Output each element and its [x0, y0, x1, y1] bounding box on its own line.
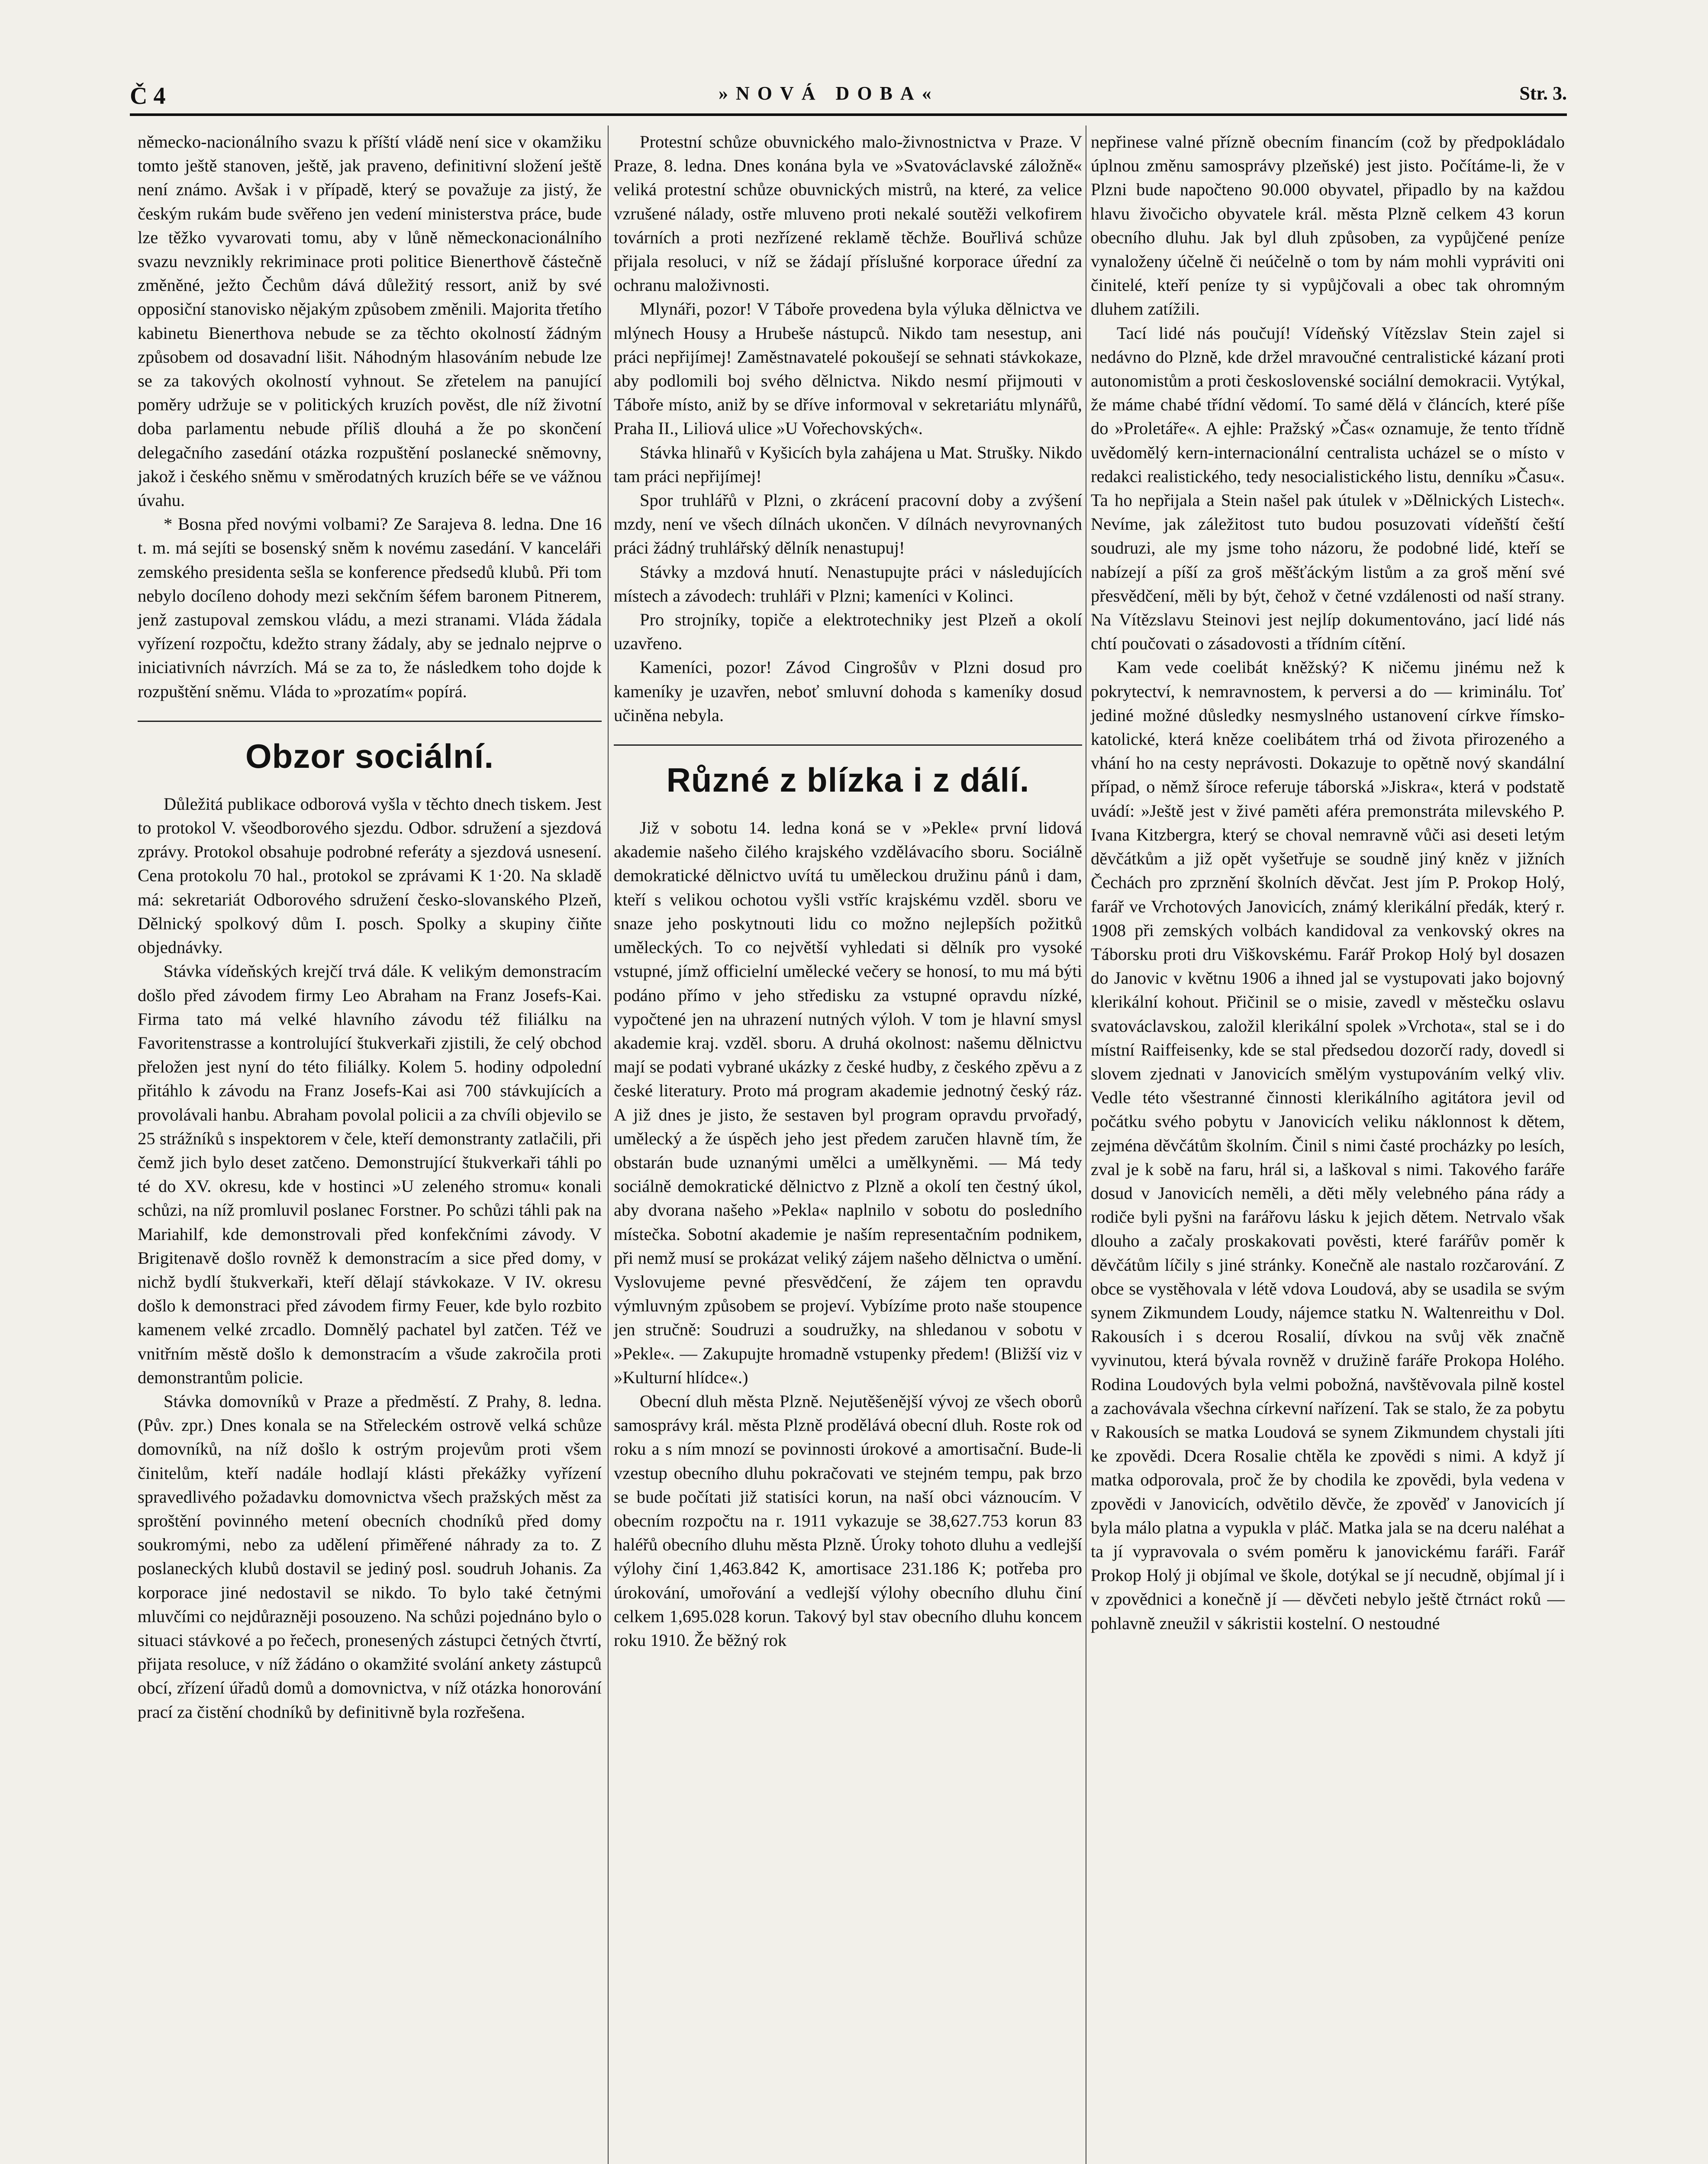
article-stavka-hlinaru-text: Stávka hlinařů v Kyšicích byla zahájena u Mat. Strušky. Nikdo tam práci nepřijímej!: [614, 442, 1082, 486]
page-header: [130, 82, 1567, 113]
column-2: [614, 130, 1082, 1652]
article-stavka-krejci-text: Stávka vídeňských krejčí trvá dále. K velikým demonstracím došlo před závodem firmy Leo Abraham na Franz Josefs-Kai. Firma tato má velké hlavního závodu též filiálku na Favoritenstrasse a kontrolující štukverkaři zjistili, že celý obchod přeložen jest nyní do této filiálky. Kolem 5. hodiny odpolední přitáhlo k závodu na Franz Josefs-Kai asi 700 stávkujících a provolávali hanbu. Abraham povolal policii a za chvíli objevilo se 25 strážníků s inspektorem v čele, kteří demonstranty zatlačili, při čemž jich bylo deset zatčeno. Demonstrující štukverkaři táhli po té do XV. okresu, kde v hostinci »U zeleného stromu« konali schůzi, na níž promluvil poslanec Forstner. Po schůzi táhli pak na Mariahilf, kde demonstrovali před konfekčními závody. V Brigitenavě došlo rovněž k demonstracím a sice před domy, v nichž bydlí štukverkaři, kteří dělají stávkokaze. V IV. okresu došlo k demonstraci před závodem firmy Feuer, kde bylo rozbito kamenem velké zrcadlo. Domnělý pachatel byl zatčen. Též ve vnitřním městě došlo k demonstracím a všude zakročila proti demonstrantům policie.: [138, 961, 602, 1387]
article-bosna-text: * Bosna před novými volbami? Ze Sarajeva 8. ledna. Dne 16 t. m. má sejíti se bosenský sněm k novému zasedání. V kanceláři zemského presidenta sešla se konference předsedů klubů. Při tom nebylo docíleno dohody mezi sekčním šéfem baronem Pitnerem, jenž zastupoval zemskou vládu, a mezi stranami. Vláda žádala vyřízení rozpočtu, kdežto strany žádaly, aby se jednalo nejprve o iniciativních návrzích. Má se za to, že následkem toho dojde k rozpuštění sněmu. Vláda to »prozatím« popírá.: [138, 514, 602, 701]
article-stavka-domovniku-text: Stávka domovníků v Praze a předměstí. Z Prahy, 8. ledna. (Pův. zpr.) Dnes konala se na Střeleckém ostrově velká schůze domovníků, na níž došlo k ostrým projevům proti všem činitelům, kteří nadále hodlají klásti překážky vyřízení spravedlivého požadavku domovnictva všech pražských měst za sproštění povinného metení obecních chodníků před domy soukromými, nebo za udělení přiměřené náhrady za to. Z poslaneckých klubů dostavil se jediný posl. soudruh Johanis. Za korporace jiné nedostavil se nikdo. To bylo také četnými mluvčími co nejdůrazněji posouzeno. Na schůzi pojednáno bylo o situaci stávkové a po řečech, pronesených zástupci četných čtvrtí, přijata resoluce, v níž žádáno o okamžité svolání ankety zástupců obcí, zřízení úřadů domů a domovnictva, v níž otázka honorování prací za čistění chodníků by definitivně byla rozřešena.: [138, 1391, 602, 1722]
article-stavky-hnuti-text: Stávky a mzdová hnutí. Nenastupujte práci v následujících místech a závodech: truhláři v Plzni; kameníci v Kolinci.: [614, 562, 1082, 605]
article-obecni-dluh-text: Obecní dluh města Plzně. Nejutěšenější vývoj ze všech oborů samosprávy král. města Plzně prodělává obecní dluh. Roste rok od roku a s ním mnozí se povinnosti úrokové a amortisační. Bude-li vzestup obecního dluhu pokračovati ve stejném tempu, pak brzo se bude počítati již statisíci korun, na naší obci váznoucím. V obecním rozpočtu na r. 1911 vykazuje se 38,627.753 korun 83 haléřů obecního dluhu města Plzně. Úroky tohoto dluhu a vedlejší výlohy činí 1,463.842 K, amortisace 231.186 K; potřeba pro úrokování, umořování a vedlejší výlohy obecního dluhu činí celkem 1,695.028 korun. Takový byl stav obecního dluhu koncem roku 1910. Že běžný rok: [614, 1391, 1082, 1650]
article-akademie-text: Již v sobotu 14. ledna koná se v »Pekle« první lidová akademie našeho čilého krajského vzdělávacího sboru. Sociálně demokratické dělnictvo uvítá tu uměleckou družinu pánů i dam, kteří s velikou ochotou vyšli vstříc krajskému vzděl. sboru ve snaze jeho poskytnouti lidu co možno nejlepších požitků uměleckých. To co největší vyhledati si dělník pro vysoké vstupné, jímž officielní umělecké večery se honosí, to mu má býti podáno přímo v jeho středisku za vstupné opravdu nízké, vypočtené jen na uhrazení nutných výloh. V tom je hlavní smysl akademie kraj. vzděl. sboru. A druhá okolnost: našemu dělnictvu mají se podati vybrané ukázky z české hudby, z českého zpěvu a z české literatury. Proto má program akademie jednotný český ráz. A již dnes je jisto, že sestaven byl program opravdu prvořadý, umělecký a že úspěch jeho jest předem zaručen hlavně tím, že obstarán bude uznanými umělci a umělkyněmi. — Má tedy sociálně demokratické dělnictvo z Plzně a okolí ten čestný úkol, aby dvorana našeho »Pekla« naplnilo v sobotu do posledního místečka. Sobotní akademie je naším representačním podnikem, při nemž musí se prokázat veliký zájem našeho dělnictva o umění. Vyslovujeme pevné přesvědčení, že zájem ten opravdu výmluvným způsobem se projeví. Vybízíme proto naše stoupence jen stručně: Soudruzi a soudružky, na shledanou v sobotu v »Pekle«. — Zakupujte hromadně vstupenky předem! (Bližší viz v »Kulturní hlídce«.): [614, 818, 1082, 1387]
page-label: Č 4: [130, 83, 166, 109]
section-title-ruzne: Různé z blízka i z dálí.: [666, 761, 1030, 799]
article-coelibat-text: Kam vede coelibát kněžský? K ničemu jinému než k pokrytectví, k nemravnostem, k perversi a do — kriminálu. Toť jediné možné důsledky nesmyslného ustanovení církve římsko-katolické, která kněze coelibátem trhá od života přirozeného a vhání ho na cesty neprávosti. Dokazuje to opětně nový skandální případ, o němž šíroce referuje táborská »Jiskra«, která v podstatě uvádí: »Ještě jest v živé paměti aféra premonstráta milevského P. Ivana Kitzbergra, který se choval nemravně vůči asi deseti letým děvčátkům a již opět vyšetřuje se soudně jiný kněz v jižních Čechách pro zprznění školních děvčat. Jest jím P. Prokop Holý, farář ve Vrchotových Janovicích, známý klerikální předák, který r. 1908 při zemských volbách kandidoval za venkovský okres na Táborsku proti dru Viškovskému. Farář Prokop Holý byl dosazen do Janovic v květnu 1906 a ihned jal se vystupovati jako bojovný klerikální kohout. Přičinil se o misie, zavedl v městečku oslavu svatováclavskou, založil klerikální spolek »Vrchota«, stal se i do místní Raiffeisenky, kde se stal předsedou dozorčí rady, dovedl si slovem zjednati v Janovicích smělým vystupováním velký vliv. Vedle této všestranné činnosti klerikálního agitátora jevil od počátku svého pobytu v Janovicích veliku náklonnost k dětem, zejména děvčátům školním. Činil s nimi časté procházky po lesích, zval je k sobě na faru, hrál si, a laškoval s nimi. Takového faráře dosud v Janovicích neměli, a děti měly velebného pána rády a rodiče byli pyšni na farářovu lásku k jejich dětem. Netrvalo však dlouho a začaly proskakovati pověsti, které farářův poměr k děvčátům líčily s jiné stránky. Konečně ale nastalo rozčarování. Z obce se vystěhovala v létě vdova Loudová, aby se usadila se svým synem Zikmundem Loudy, nájemce statku N. Waltenreithu v Dol. Rakousích i s dcerou Rosalií, dívkou na svůj věk značně vyvinutou, která bývala rovněž v družině faráře Prokopa Holého. Rodina Loudových byla velmi pobožná, navštěvovala pilně kostel a zachovávala všechna církevní nařízení. Tak se stalo, že za pobytu v Rakousích se matka Loudová se synem Zikmundem chystali jíti ke zpovědi. Dcera Rosalie chtěla ke zpovědi s nimi. A když jí matka odporovala, proč že by chodila ke zpovědi, byla vedena v zpovědi v Janovicích, odvětilo děvče, že zpověď v Janovicích jí byla málo platna a vypukla v pláč. Matka jala se na dceru naléhat a ta jí vypravovala o svém poměru k janovickému faráři. Farář Prokop Holý ji objímal ve škole, dotýkal se jí necudně, objímal jí i v zpovědnici a konečně jí — děvčeti nebylo ještě čtrnáct roků — pohlavně zneužil v sákristii kostelní. O nestoudné: [1091, 657, 1565, 1633]
article-kamenici-text: Kameníci, pozor! Závod Cingrošův v Plzni dosud pro kameníky je uzavřen, neboť smluvní dohoda s kameníky dosud učiněna nebyla.: [614, 657, 1082, 725]
section-rule: [138, 721, 602, 722]
column-divider: [608, 126, 609, 2164]
page-number: Str. 3.: [1519, 83, 1567, 104]
article-publikace-text: Důležitá publikace odborová vyšla v těchto dnech tiskem. Jest to protokol V. všeodborového sjezdu. Odbor. sdružení a sjezdová zprávy. Protokol obsahuje podrobné referáty a sjezdová usnesení. Cena protokolu 70 hal., protokol se zprávami K 1·20. Na skladě má: sekretariát Odborového sdružení česko-slovanského Plzeň, Dělnický spolkový dům I. posch. Spolky a skupiny čiňte objednávky.: [138, 794, 602, 957]
section-rule: [614, 744, 1082, 746]
column-1: [138, 130, 602, 1724]
header-rule: [130, 113, 1567, 116]
article-spor-truhlaru-text: Spor truhlářů v Plzni, o zkrácení pracovní doby a zvýšení mzdy, není ve všech dílnách ukončen. V dílnách nevyrovnaných práci žádný truhlářský dělník nenastupuj!: [614, 490, 1082, 558]
article-strojniky-text: Pro strojníky, topiče a elektrotechniky jest Plzeň a okolí uzavřeno.: [614, 610, 1082, 654]
article-mlynari-text: Mlynáři, pozor! V Táboře provedena byla výluka dělnictva ve mlýnech Housy a Hrubeše nástupců. Nikdo tam nesestup, ani práci nepřijímej! Zaměstnavatelé pokoušejí se sehnati stávkokaze, aby podlomili boj svého dělnictva. Nikdo nesmí přijmouti v Táboře místo, aniž by se dříve informoval v sekretariátu mlynářů, Praha II., Liliová ulice »U Vořechovských«.: [614, 299, 1082, 438]
article-taci-lide-text: Tací lidé nás poučují! Vídeňský Vítězslav Stein zajel si nedávno do Plzně, kde držel mravoučné centralistické kázaní proti autonomistům a proti československé sociální demokracii. Vytýkal, že máme chabé třídní vědomí. To samé dělá v článcích, které píše do »Proletáře«. A ejhle: Pražský »Čas« oznamuje, že tento třídně uvědomělý kern-internacionální centralista ucházel se o místo v redakci realistického, tedy nesocialistického listu, denníku »Času«. Ta ho nepřijala a Stein našel pak útulek v »Dělnických Listech«. Nevíme, jak záležitost tuto budou posuzovati vídeňští čeští soudruzi, ale my jsme toho názoru, že podobné lidé, kteří se nabízejí a píší za groš měšťáckým listům a za groš mění své přesvědčení, měli by být, čehož v četné vzdálenosti od naší strany. Na Vítězslavu Steinovi jest nejlíp dokumentováno, jací lidé nás chtí poučovati o zásadovosti a třídním cítění.: [1091, 323, 1565, 654]
article-continuation-text: německo-nacionálního svazu k příští vládě není sice v okamžiku tomto ještě stanoven, ještě, jak praveno, definitivní složení ještě není známo. Avšak i v případě, který se považuje za jistý, že českým rukám bude svěřeno jen vedení ministerstva práce, bude lze těžko vyvarovati tomu, aby v lůně německonacionálního svazu nevznikly rekriminace proti politice Bienerthově částečně změněné, ježto Čechům dává důležitý ressort, aniž by své opposiční stanovisko nějakým způsobem změnili. Majorita třetího kabinetu Bienerthova nebude se za těchto okolností žádným způsobem od dosavadní lišit. Náhodným hlasováním nebude lze se za takových okolností vyhnout. Se zřetelem na panující poměry udržuje se v politických kruzích pověst, dle níž životní doba parlamentu nebude příliš dlouhá a že po skončení delegačního zasedání otázka rozpuštění poslanecké sněmovny, jakož i českého sněmu v směrodatných kruzích béře se ve vážnou úvahu.: [138, 132, 602, 510]
article-dluh-continuation-text: nepřinese valné přízně obecním financím (což by předpokládalo úplnou změnu samosprávy plzeňské) jest jisto. Počítáme-li, že v Plzni bude napočteno 90.000 obyvatel, připadlo by na každou hlavu živočicho obyvatele král. města Plzně celkem 43 korun obecního dluhu. Jak byl dluh způsoben, za vypůjčené peníze vynaloženy účelně či neúčelně o tom by nám mohli vypráviti oni činitelé, kteří peníze ty si vypůjčovali a obec tak ohromným dluhem zatížili.: [1091, 132, 1565, 319]
article-protestni-schuze-text: Protestní schůze obuvnického malo-živnostnictva v Praze. V Praze, 8. ledna. Dnes konána byla ve »Svatováclavské záložně« veliká protestní schůze obuvnických mistrů, na které, za velice vzrušené nálady, ostře mluveno proti nekalé soutěži velkofirem továrních a proti nezřízené reklamě těchže. Bouřlivá schůze přijala resoluci, v níž se žádají příslušné korporace úřední za ochranu maloživnosti.: [614, 132, 1082, 295]
section-title-obzor-socialni: Obzor sociální.: [245, 737, 494, 775]
masthead-title: »NOVÁ DOBA«: [719, 83, 939, 104]
column-3: [1091, 130, 1565, 1635]
